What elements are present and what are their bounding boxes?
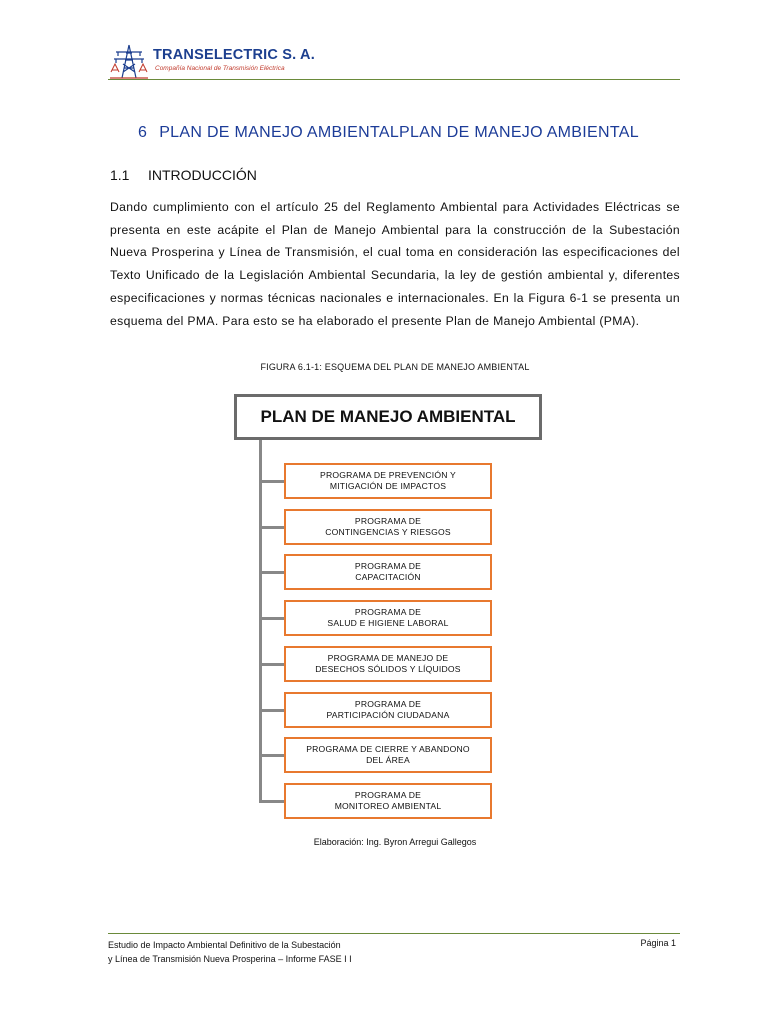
section-title: INTRODUCCIÓN (148, 167, 257, 183)
program-box (284, 463, 492, 499)
program-label-line-2: DEL ÁREA (366, 755, 410, 766)
program-label-line-2: MITIGACIÓN DE IMPACTOS (329, 481, 447, 491)
diagram-branch-line (259, 571, 285, 574)
section-heading (110, 167, 257, 183)
chapter-heading (138, 124, 639, 142)
diagram-branch-line (259, 480, 285, 483)
page-number: Página 1 (640, 938, 676, 948)
program-label-line-1: PROGRAMA DE (354, 515, 422, 526)
footer-line-1: Estudio de Impacto Ambiental Definitivo de la Subestación (108, 940, 341, 950)
program-box (284, 554, 492, 590)
program-box (284, 783, 492, 819)
diagram-branch-line (259, 709, 285, 712)
program-label-line-2: SALUD E HIGIENE LABORAL (327, 618, 449, 629)
program-label-line-2: CAPACITACIÓN (355, 572, 421, 583)
chapter-title: PLAN DE MANEJO AMBIENTALPLAN DE MANEJO AMBIENTAL (159, 124, 639, 141)
section-number: 1.1 (110, 167, 130, 183)
program-label-line-2: MONITOREO AMBIENTAL (334, 800, 442, 811)
transmission-tower-icon (108, 42, 150, 80)
program-label-line-1: PROGRAMA DE (354, 561, 422, 572)
program-box (284, 646, 492, 682)
program-label-line-1: PROGRAMA DE (354, 607, 422, 618)
company-name: TRANSELECTRIC S. A. (153, 47, 315, 63)
program-label-line-1: PROGRAMA DE (354, 698, 422, 709)
chapter-number: 6 (138, 124, 148, 141)
program-box (284, 509, 492, 545)
diagram-branch-line (259, 754, 285, 757)
intro-paragraph: Dando cumplimiento con el artículo 25 del Reglamento Ambiental para Actividades Eléctricas se presenta en este acápite el Plan de Manejo Ambiental para la construcción de la Subestación Nueva Prosperina y Línea de Transmisión, el cual toma en consideración las especificaciones del Texto Unificado de la Legislación Ambiental Secundaria, la ley de gestión ambiental y, diferentes especificaciones y normas técnicas nacionales e internacionales. En la Figura 6-1 se presenta un esquema del PMA. Para esto se ha elaborado el presente Plan de Manejo Ambiental (PMA). (110, 200, 680, 328)
diagram-branch-line (259, 617, 285, 620)
diagram-branch-line (259, 526, 285, 529)
program-label-line-2: CONTINGENCIAS Y RIESGOS (325, 526, 451, 537)
program-label-line-1: PROGRAMA DE MANEJO DE (327, 652, 449, 663)
diagram-branch-line (259, 663, 285, 666)
program-box (284, 737, 492, 773)
program-label-line-2: DESECHOS SÓLIDOS Y LÍQUIDOS (315, 663, 461, 674)
figure-caption: FIGURA 6.1-1: ESQUEMA DEL PLAN DE MANEJO AMBIENTAL (260, 362, 530, 372)
footer-study-title (108, 938, 352, 966)
program-label-line-1: PROGRAMA DE (354, 789, 422, 800)
company-tagline: Compañía Nacional de Transmisión Eléctrica (155, 65, 285, 72)
program-box (284, 692, 492, 728)
program-label-line-1: PROGRAMA DE PREVENCIÓN Y (320, 470, 456, 480)
footer-line-2: y Línea de Transmisión Nueva Prosperina – Informe FASE I I (108, 954, 352, 964)
program-box (284, 600, 492, 636)
figure-credit: Elaboración: Ing. Byron Arregui Gallegos (313, 837, 477, 847)
diagram-root-box: PLAN DE MANEJO AMBIENTAL (234, 394, 542, 440)
program-label-line-2: PARTICIPACIÓN CIUDADANA (326, 709, 450, 720)
footer-divider (108, 933, 680, 934)
header-divider (108, 79, 680, 80)
program-label-line-1: PROGRAMA DE CIERRE Y ABANDONO (306, 744, 470, 755)
diagram-branch-line (259, 800, 285, 803)
